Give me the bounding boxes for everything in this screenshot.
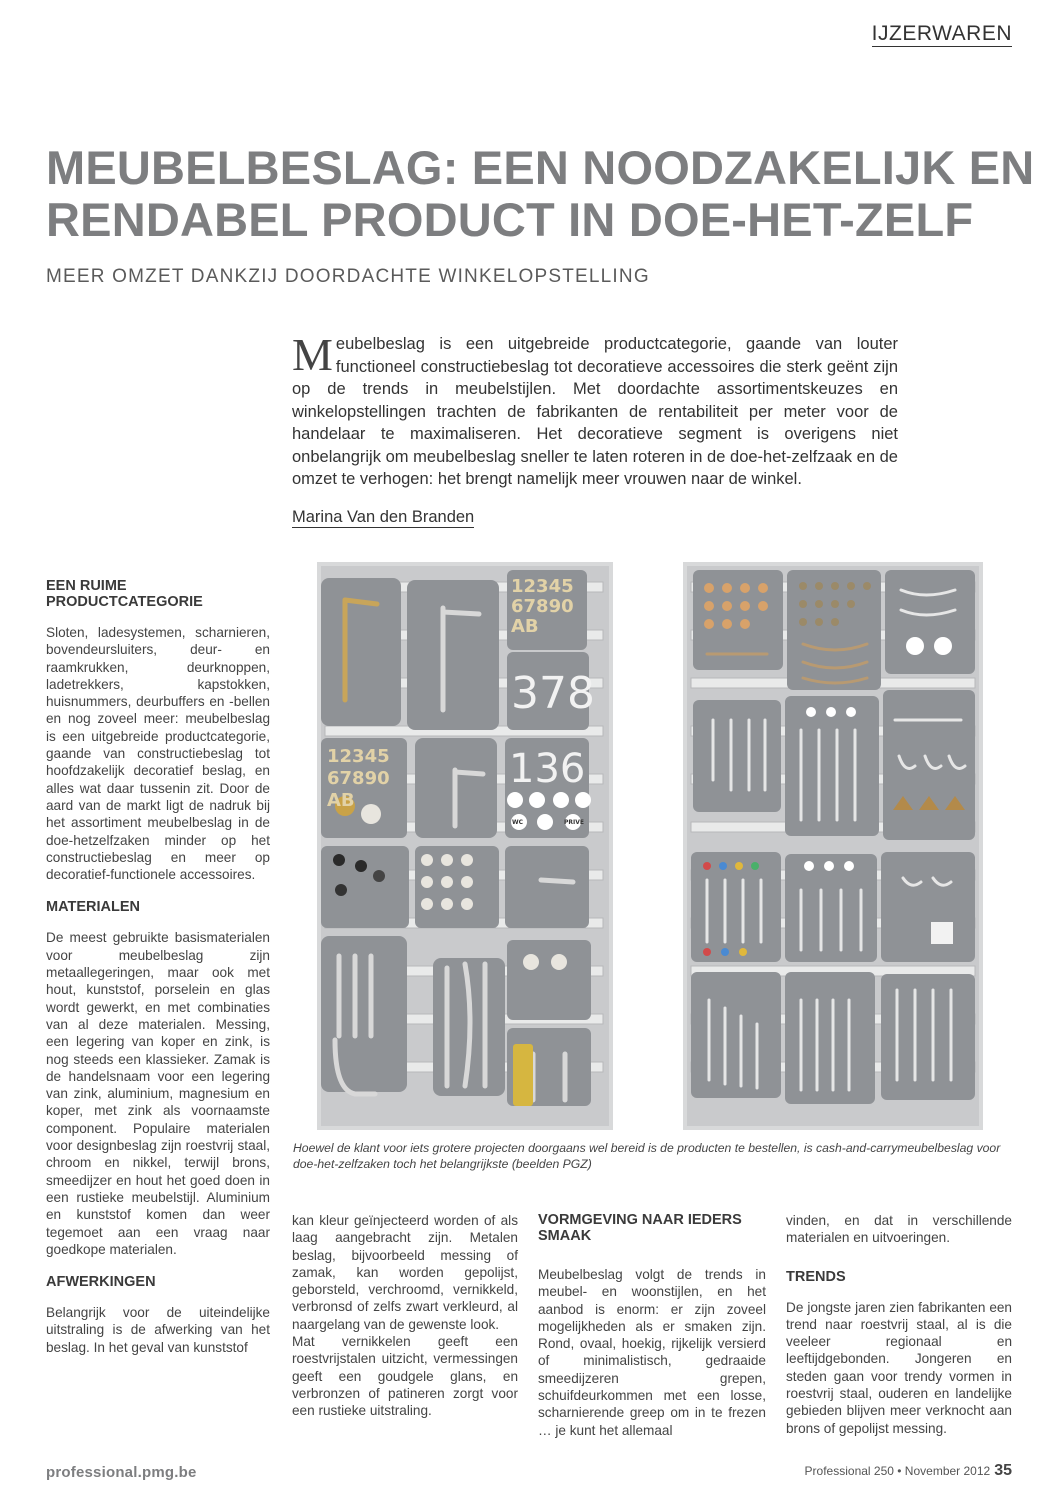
intro-text: eubelbeslag is een uitgebreide productcategorie, gaande van louter functioneel constructiebeslag tot decoratieve accessoires die sterk geënt zijn op de trends in meubelstijlen. Met doordachte assortimentskeuzes en winkelopstellingen trachten de fabrikanten de rentabiliteit per meter voor de handelaar te maximaliseren. Het decoratieve segment is overigens niet onbelangrijk om meubelbeslag sneller te laten roteren in de doe-het-zelfzaak en de omzet te verhogen: het brengt namelijk meer vrouwen naar de winkel.: [292, 335, 898, 488]
paragraph-vormgeving: Meubelbeslag volgt de trends in meubel- en woonstijlen, en het aanbod is enorm: er zijn zoveel mogelijkheden als er smaken zijn. Rond, ovaal, hoekig, rijkelijk versierd of minimalistisch, gedraaide smeedijzeren grepen, schuifdeurkommen met een losse, scharnierende greep om in te frezen … je kunt het allemaal: [538, 1267, 766, 1438]
sign-number-378: 378: [511, 668, 595, 719]
footer-issue: [805, 1462, 1012, 1480]
column-3: [538, 1212, 766, 1439]
sign-number-12345-lower: 12345: [327, 746, 390, 767]
page-number: 35: [994, 1462, 1012, 1479]
column-4: [786, 1212, 1012, 1437]
sign-prive: PRIVE: [564, 819, 584, 826]
drop-cap: M: [292, 329, 333, 380]
column-1: [46, 578, 270, 1356]
author-byline: Marina Van den Branden: [292, 508, 475, 526]
sign-number-12345: 12345: [511, 576, 574, 597]
title-line-2: RENDABEL PRODUCT IN DOE-HET-ZELF: [46, 193, 974, 246]
paragraph-trends: De jongste jaren zien fabrikanten een trend naar roestvrij staal, al is die veeleer regionaal en leeftijdgebonden. Jongeren en steden gaan voor trendy vormen in roestvrij staal, ouderen en landelijke gebieden blijven meer verknocht aan brons of gepolijst messing.: [786, 1299, 1012, 1436]
sign-wc: WC: [512, 819, 524, 826]
heading-vormgeving: VORMGEVING NAAR IEDERS SMAAK: [538, 1212, 742, 1244]
column-2: [292, 1212, 518, 1420]
heading-materialen: MATERIALEN: [46, 899, 140, 916]
photo-caption: Hoewel de klant voor iets grotere projecten doorgaans wel bereid is de producten te bestellen, is cash-and-carrymeubelbeslag voor doe-het-zelfzaken toch het belangrijkste (beelden PGZ): [293, 1141, 1001, 1171]
title-line-1: MEUBELBESLAG: EEN NOODZAKELIJK EN: [46, 141, 1035, 194]
sign-number-67890-lower: 67890: [327, 768, 390, 789]
left-display-rack: [317, 562, 613, 1130]
footer-issue-text: Professional 250 • November 2012: [804, 1464, 991, 1478]
right-display-rack: [683, 562, 983, 1130]
article-subtitle: MEER OMZET DANKZIJ DOORDACHTE WINKELOPSTELLING: [46, 266, 650, 287]
paragraph-materialen: De meest gebruikte basismaterialen voor meubelbeslag zijn metaallegeringen, maar ook met hout, kunststof, porselein en glas wordt gewerkt, en met combinaties van al deze materialen. Messing, een legering van koper en zink, is nog steeds een klassieker. Zamak is de handelsnaam voor een legering van zink, aluminium, magnesium en koper, met zink als voornaamste component. Populaire materialen voor designbeslag zijn roestvrij staal, chroom en nikkel, terwijl brons, smeedijzer en hout het goed doen in een rustieke meubelstijl. Aluminium en kunststof komen dan weer tegemoet aan een vraag naar goedkope materialen.: [46, 930, 270, 1257]
paragraph-productcategorie: Sloten, ladesystemen, scharnieren, bovendeursluiters, deur- en raamkrukken, deurknoppen, ladetrekkers, kapstokken, huisnummers, deurbuffers en -bellen en nog zoveel meer: meubelbeslag is een uitgebreide productcategorie, gaande van constructiebeslag tot hoofdzakelijk decoratief beslag, en alles wat daar tussenin zit. Door de aard van de markt ligt de nadruk bij het assortiment meubelbeslag in de doe-hetzelfzaken minder op het constructiebeslag en meer op decoratief-functionele accessoires.: [46, 625, 270, 883]
paragraph-vernikkelen: Mat vernikkelen geeft een roestvrijstalen uitzicht, vermessingen geeft een goudgele glans, en verbronzen of patineren zorgt voor een rustieke uitstraling.: [292, 1334, 518, 1419]
paragraph-vinden: vinden, en dat in verschillende materialen en uitvoeringen.: [786, 1213, 1012, 1246]
product-display-photo: [315, 560, 985, 1132]
paragraph-afwerkingen: Belangrijk voor de uiteindelijke uitstraling is de afwerking van het beslag. In het geval van kunststof: [46, 1305, 270, 1355]
section-tag: IJZERWAREN: [871, 22, 1012, 45]
sign-letters-ab: AB: [511, 616, 539, 637]
heading-productcategorie: EEN RUIME PRODUCTCATEGORIE: [46, 578, 203, 610]
sign-number-67890: 67890: [511, 596, 574, 617]
heading-afwerkingen: AFWERKINGEN: [46, 1274, 156, 1291]
article-title: [46, 141, 1035, 246]
sign-number-136: 136: [509, 746, 586, 792]
intro-paragraph: [292, 329, 898, 491]
paragraph-kleur: kan kleur geïnjecteerd worden of als laag aangebracht zijn. Metalen beslag, bijvoorbeeld messing of zamak, kan worden gepolijst, geborsteld, verchroomd, vernikkeld, verbronsd of zelfs zwart verkleurd, al naargelang van de gewenste look.: [292, 1213, 518, 1332]
sign-letters-ab-lower: AB: [327, 790, 355, 811]
heading-trends: TRENDS: [786, 1268, 846, 1285]
footer-website[interactable]: professional.pmg.be: [46, 1464, 197, 1481]
